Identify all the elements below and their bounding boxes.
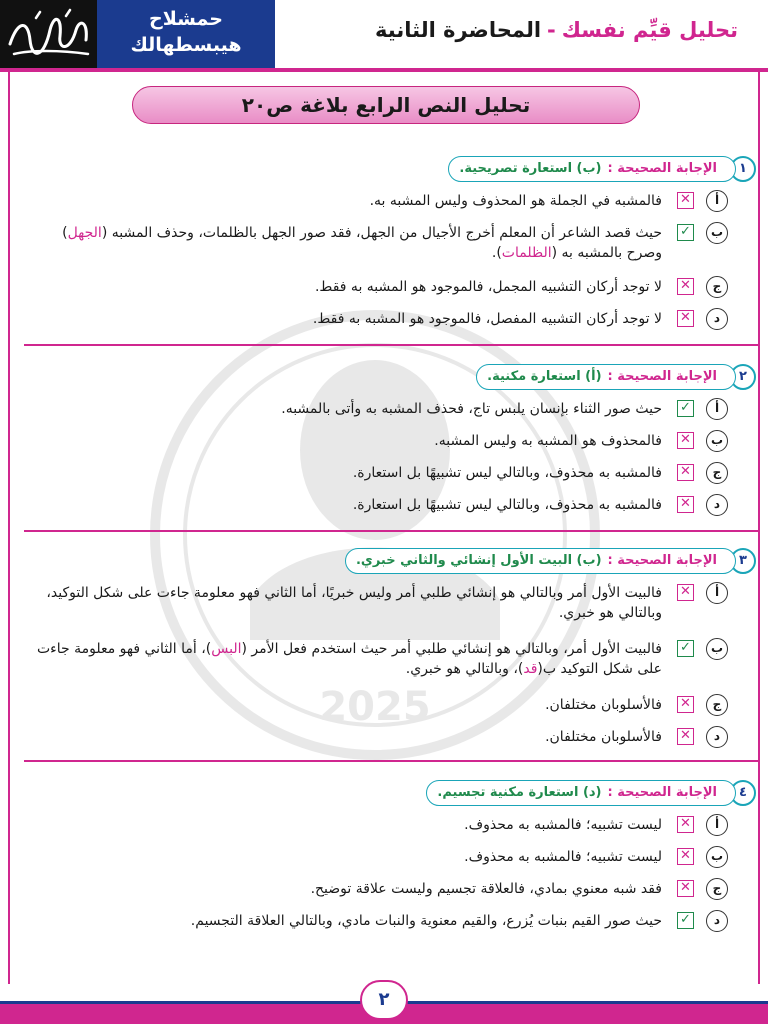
question-3 <box>24 548 747 758</box>
wrong-mark-icon: ✕ <box>677 584 694 601</box>
option-a <box>24 190 728 216</box>
header-title <box>375 18 738 42</box>
option-letter: ب <box>706 430 728 452</box>
option-letter: ج <box>706 694 728 716</box>
option-d <box>24 726 728 752</box>
option-letter: ب <box>706 638 728 660</box>
correct-answer-pill <box>476 364 736 390</box>
option-text-part: )، وبالتالي هو خبري. <box>405 661 524 677</box>
option-text: فالبيت الأول أمر وبالتالي هو إنشائي طلبي أمر وليس خبريًا، أما الثاني فهو معلومة جاءت على شكل التوكيد، وبالتالي هو خبري. <box>46 585 662 621</box>
option-text: ليست تشبيه؛ فالمشبه به محذوف. <box>464 849 662 865</box>
question-number: ٣ <box>730 548 756 574</box>
header-divider <box>0 68 768 72</box>
option-highlight: البس <box>211 641 242 657</box>
option-text: فالمشبه به محذوف، وبالتالي ليس تشبيهًا بل استعارة. <box>352 465 662 481</box>
wrong-mark-icon: ✕ <box>677 816 694 833</box>
option-letter: د <box>706 494 728 516</box>
wrong-mark-icon: ✕ <box>677 848 694 865</box>
question-1 <box>24 156 747 344</box>
option-letter: أ <box>706 582 728 604</box>
header-title-separator: - <box>547 18 556 42</box>
correct-answer-pill <box>426 780 736 806</box>
frame-right-line <box>758 70 760 984</box>
option-a <box>24 814 728 840</box>
signature-logo <box>0 0 97 70</box>
page-header <box>0 0 768 70</box>
question-number: ٤ <box>730 780 756 806</box>
signature-icon <box>0 0 97 70</box>
option-b <box>24 430 728 456</box>
option-text: حيث صور القيم بنبات يُزرع، والقيم معنوية والنبات مادي، وبالتالي العلاقة التجسيم. <box>190 913 662 929</box>
option-letter: أ <box>706 398 728 420</box>
option-text-part: ) وصرح بالمشبه به ( <box>62 225 662 261</box>
option-b <box>24 638 728 684</box>
correct-mark-icon: ✓ <box>677 400 694 417</box>
wrong-mark-icon: ✕ <box>677 432 694 449</box>
option-letter: ب <box>706 222 728 244</box>
option-letter: أ <box>706 814 728 836</box>
question-2 <box>24 364 747 530</box>
wrong-mark-icon: ✕ <box>677 464 694 481</box>
answer-value: (ب) استعارة تصريحية. <box>459 161 602 176</box>
page-number: ٢ <box>360 980 408 1020</box>
option-text-part: ). <box>491 245 502 261</box>
option-text: فالمشبه في الجملة هو المحذوف وليس المشبه به. <box>369 193 662 209</box>
option-letter: ج <box>706 878 728 900</box>
header-title-lecture: المحاضرة الثانية <box>375 18 542 42</box>
option-text-part: )، أما الثاني فهو معلومة جاءت على شكل التوكيد ب( <box>36 641 662 677</box>
option-c <box>24 276 728 302</box>
wrong-mark-icon: ✕ <box>677 696 694 713</box>
option-text: فالمحذوف هو المشبه به وليس المشبه. <box>434 433 662 449</box>
option-letter: د <box>706 910 728 932</box>
option-a <box>24 582 728 628</box>
option-text: فالأسلوبان مختلفان. <box>545 697 662 713</box>
option-d <box>24 910 728 936</box>
question-divider <box>24 760 758 762</box>
option-text <box>30 639 662 679</box>
option-d <box>24 494 728 520</box>
option-text: لا توجد أركان التشبيه المجمل، فالموجود هو المشبه به فقط. <box>314 279 662 295</box>
option-text-part: حيث قصد الشاعر أن المعلم أخرج الأجيال من الجهل، فقد صور الجهل بالظلمات، وحذف المشبه ( <box>101 225 662 241</box>
answer-value: (د) استعارة مكنية تجسيم. <box>437 785 602 800</box>
option-text: ليست تشبيه؛ فالمشبه به محذوف. <box>464 817 662 833</box>
answer-value: (أ) استعارة مكنية. <box>487 369 602 384</box>
option-letter: د <box>706 726 728 748</box>
option-c <box>24 462 728 488</box>
option-d <box>24 308 728 334</box>
page-footer <box>0 984 768 1024</box>
answer-label: الإجابة الصحيحة : <box>607 369 717 384</box>
wrong-mark-icon: ✕ <box>677 278 694 295</box>
header-title-course: تحليل قيِّم نفسك <box>561 18 738 42</box>
brand-line-1: حمشلاح <box>149 8 223 30</box>
option-text: فقد شبه معنوي بمادي، فالعلاقة تجسيم وليست علاقة توضيح. <box>310 881 662 897</box>
option-highlight: قد <box>523 661 538 677</box>
option-text: لا توجد أركان التشبيه المفصل، فالموجود هو المشبه به فقط. <box>312 311 662 327</box>
option-letter: ج <box>706 462 728 484</box>
correct-mark-icon: ✓ <box>677 640 694 657</box>
option-b <box>24 846 728 872</box>
option-c <box>24 878 728 904</box>
question-divider <box>24 530 758 532</box>
option-c <box>24 694 728 720</box>
wrong-mark-icon: ✕ <box>677 192 694 209</box>
wrong-mark-icon: ✕ <box>677 728 694 745</box>
answer-value: (ب) البيت الأول إنشائي والثاني خبري. <box>355 553 602 568</box>
brand-block <box>97 0 275 70</box>
frame-left-line <box>8 70 10 984</box>
wrong-mark-icon: ✕ <box>677 496 694 513</box>
option-a <box>24 398 728 424</box>
brand-line-2: هيبسطهالك <box>130 34 242 56</box>
option-text <box>30 223 662 263</box>
answer-label: الإجابة الصحيحة : <box>607 785 717 800</box>
wrong-mark-icon: ✕ <box>677 880 694 897</box>
option-highlight: الظلمات <box>501 245 552 261</box>
watermark-year: 2025 <box>319 684 431 730</box>
correct-mark-icon: ✓ <box>677 224 694 241</box>
option-b <box>24 222 728 268</box>
answer-label: الإجابة الصحيحة : <box>607 553 717 568</box>
option-letter: أ <box>706 190 728 212</box>
option-highlight: الجهل <box>67 225 102 241</box>
page-heading <box>132 86 640 124</box>
question-number: ١ <box>730 156 756 182</box>
option-letter: ج <box>706 276 728 298</box>
page-heading-text: تحليل النص الرابع بلاغة ص٢٠ <box>241 93 531 117</box>
option-letter: د <box>706 308 728 330</box>
option-text: حيث صور الثناء بإنسان يلبس تاج، فحذف المشبه به وأتى بالمشبه. <box>281 401 662 417</box>
wrong-mark-icon: ✕ <box>677 310 694 327</box>
option-text-part: فالبيت الأول أمر، وبالتالي هو إنشائي طلبي أمر حيث استخدم فعل الأمر ( <box>241 641 662 657</box>
option-text: فالمشبه به محذوف، وبالتالي ليس تشبيهًا بل استعارة. <box>352 497 662 513</box>
answer-label: الإجابة الصحيحة : <box>607 161 717 176</box>
correct-answer-pill <box>345 548 736 574</box>
option-text: فالأسلوبان مختلفان. <box>545 729 662 745</box>
option-letter: ب <box>706 846 728 868</box>
question-number: ٢ <box>730 364 756 390</box>
correct-answer-pill <box>448 156 736 182</box>
correct-mark-icon: ✓ <box>677 912 694 929</box>
question-divider <box>24 344 758 346</box>
question-4 <box>24 780 747 946</box>
